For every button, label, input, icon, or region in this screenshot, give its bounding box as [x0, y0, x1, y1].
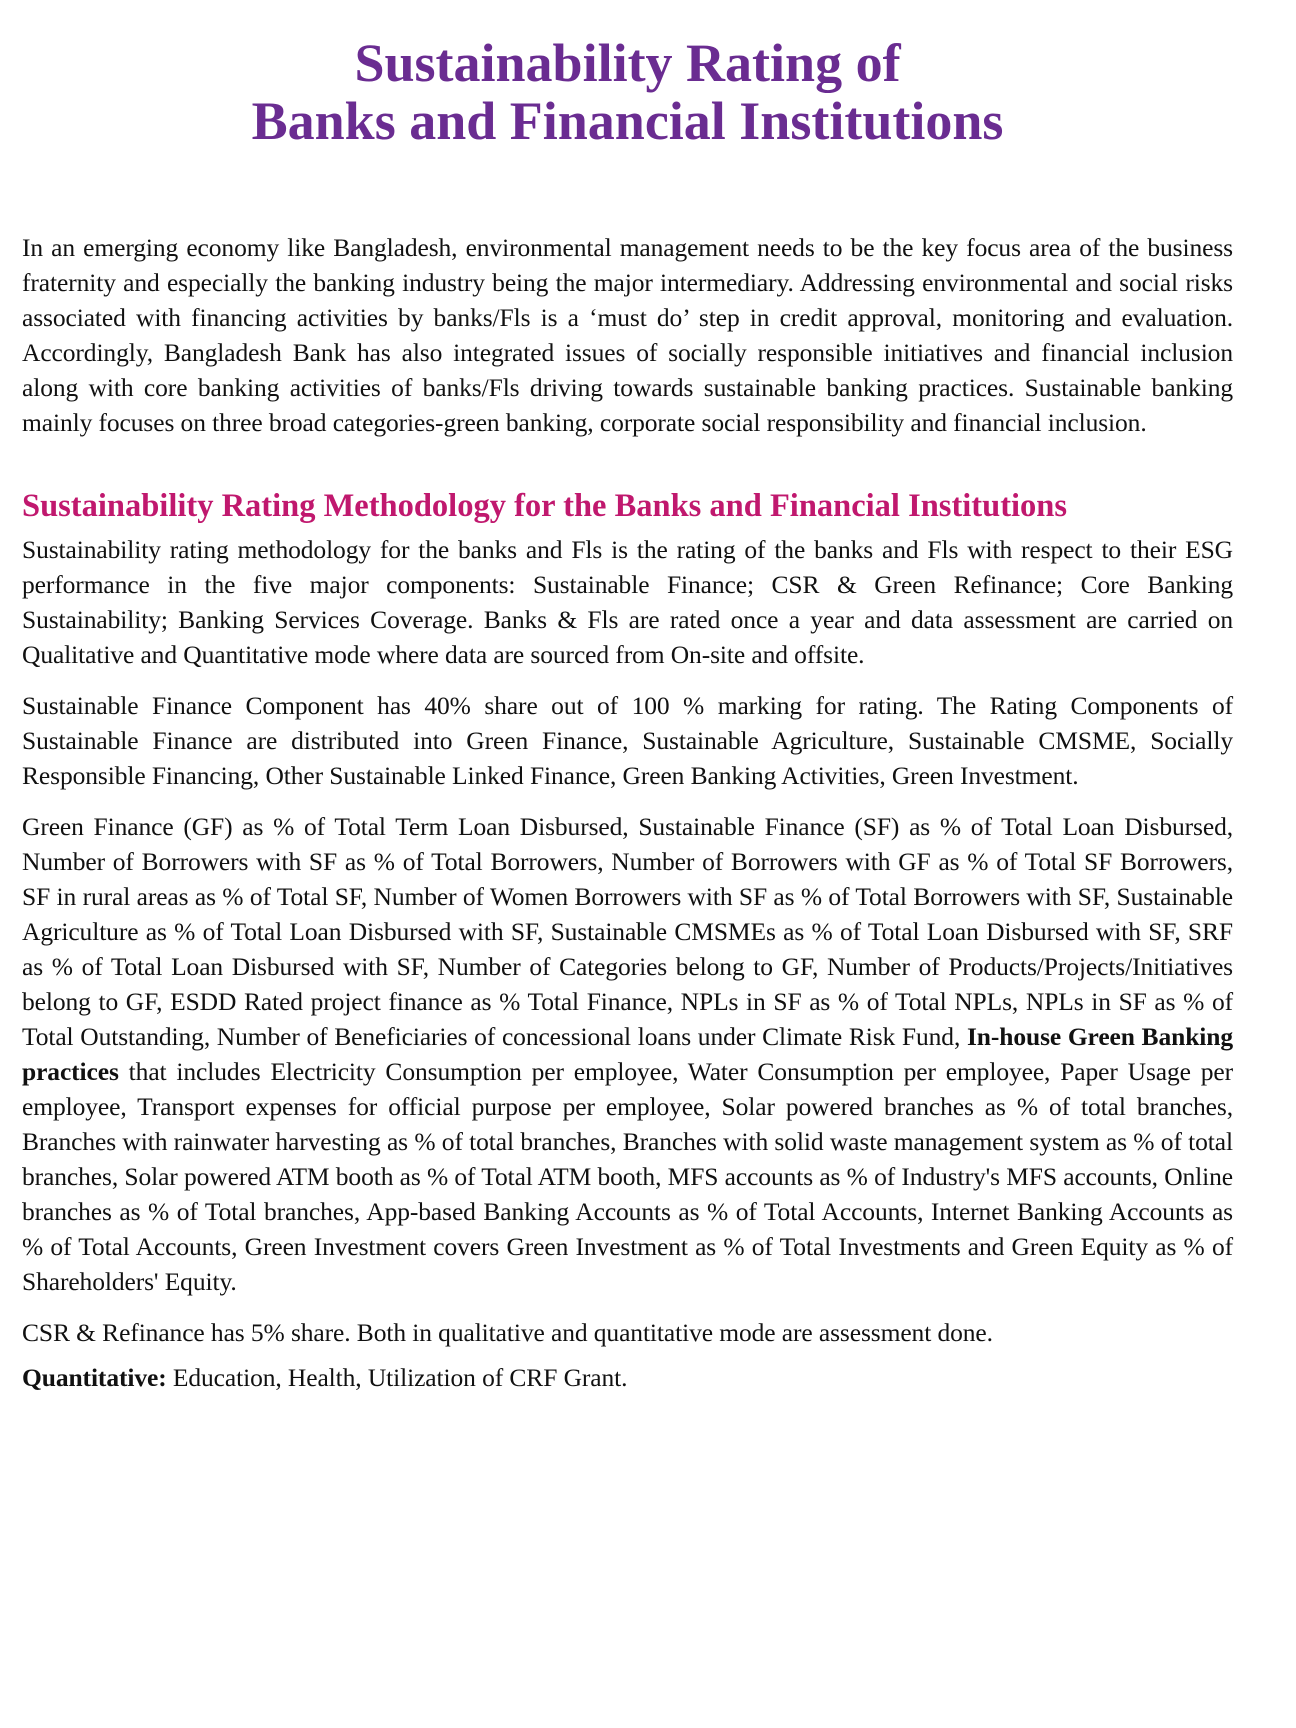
quantitative-text: Education, Health, Utilization of CRF Grant. [166, 1363, 628, 1392]
indicators-text-part1: Green Finance (GF) as % of Total Term Loan Disbursed, Sustainable Finance (SF) as % of Total Loan Disbursed, Number of Borrowers with SF as % of Total Borrowers, Number of Borrowers with GF as % of Total SF Borrowers, SF in rural areas as % of Total SF, Number of Women Borrowers with SF as % of Total Borrowers with SF, Sustainable Agriculture as % of Total Loan Disbursed with SF, Sustainable CMSMEs as % of Total Loan Disbursed with SF, SRF as % of Total Loan Disbursed with SF, Number of Categories belong to GF, Number of Products/Projects/Initiatives belong to GF, ESDD Rated project finance as % Total Finance, NPLs in SF as % of Total NPLs, NPLs in SF as % of Total Outstanding, Number of Beneficiaries of concessional loans under Climate Risk Fund, [22, 812, 1233, 1051]
quantitative-label: Quantitative: [22, 1363, 167, 1392]
intro-paragraph: In an emerging economy like Bangladesh, environmental management needs to be the key focus area of the business fraternity and especially the banking industry being the major intermediary. Addressing environmental and social risks associated with financing activities by banks/Fls is a ‘must do’ step in credit approval, monitoring and evaluation. Accordingly, Bangladesh Bank has also integrated issues of socially responsible initiatives and financial inclusion along with core banking activities of banks/Fls driving towards sustainable banking practices. Sustainable banking mainly focuses on three broad categories-green banking, corporate social responsibility and financial inclusion. [22, 233, 1233, 437]
document-page [22, 0, 1233, 1395]
page-title [22, 34, 1233, 150]
indicators-text-part2: that includes Electricity Consumption per employee, Water Consumption per employee, Paper Usage per employee, Transport expenses for official purpose per employee, Solar powered branches as % of total branches, Branches with rainwater harvesting as % of total branches, Branches with solid waste management system as % of total branches, Solar powered ATM booth as % of Total ATM booth, MFS accounts as % of Industry's MFS accounts, Online branches as % of Total branches, App-based Banking Accounts as % of Total Accounts, Internet Banking Accounts as % of Total Accounts, Green Investment covers Green Investment as % of Total Investments and Green Equity as % of Shareholders' Equity. [22, 1057, 1233, 1296]
title-line-1: Sustainability Rating of [354, 33, 901, 93]
quantitative-paragraph [22, 1360, 1233, 1395]
csr-paragraph: CSR & Refinance has 5% share. Both in qualitative and quantitative mode are assessment done. [22, 1318, 993, 1347]
title-line-2: Banks and Financial Institutions [251, 91, 1004, 151]
section-heading: Sustainability Rating Methodology for the Banks and Financial Institutions [22, 488, 1068, 524]
sustainable-finance-paragraph: Sustainable Finance Component has 40% share out of 100 % marking for rating. The Rating Components of Sustainable Finance are distributed into Green Finance, Sustainable Agriculture, Sustainable CMSME, Socially Responsible Financing, Other Sustainable Linked Finance, Green Banking Activities, Green Investment. [22, 691, 1233, 790]
methodology-paragraph: Sustainability rating methodology for the banks and Fls is the rating of the banks and Fls with respect to their ESG performance in the five major components: Sustainable Finance; CSR & Green Refinance; Core Banking Sustainability; Banking Services Coverage. Banks & Fls are rated once a year and data assessment are carried on Qualitative and Quantitative mode where data are sourced from On-site and offsite. [22, 535, 1233, 669]
indicators-bold-phrase: In-house Green Banking practices [22, 1022, 1233, 1086]
indicators-paragraph [22, 809, 1233, 1299]
